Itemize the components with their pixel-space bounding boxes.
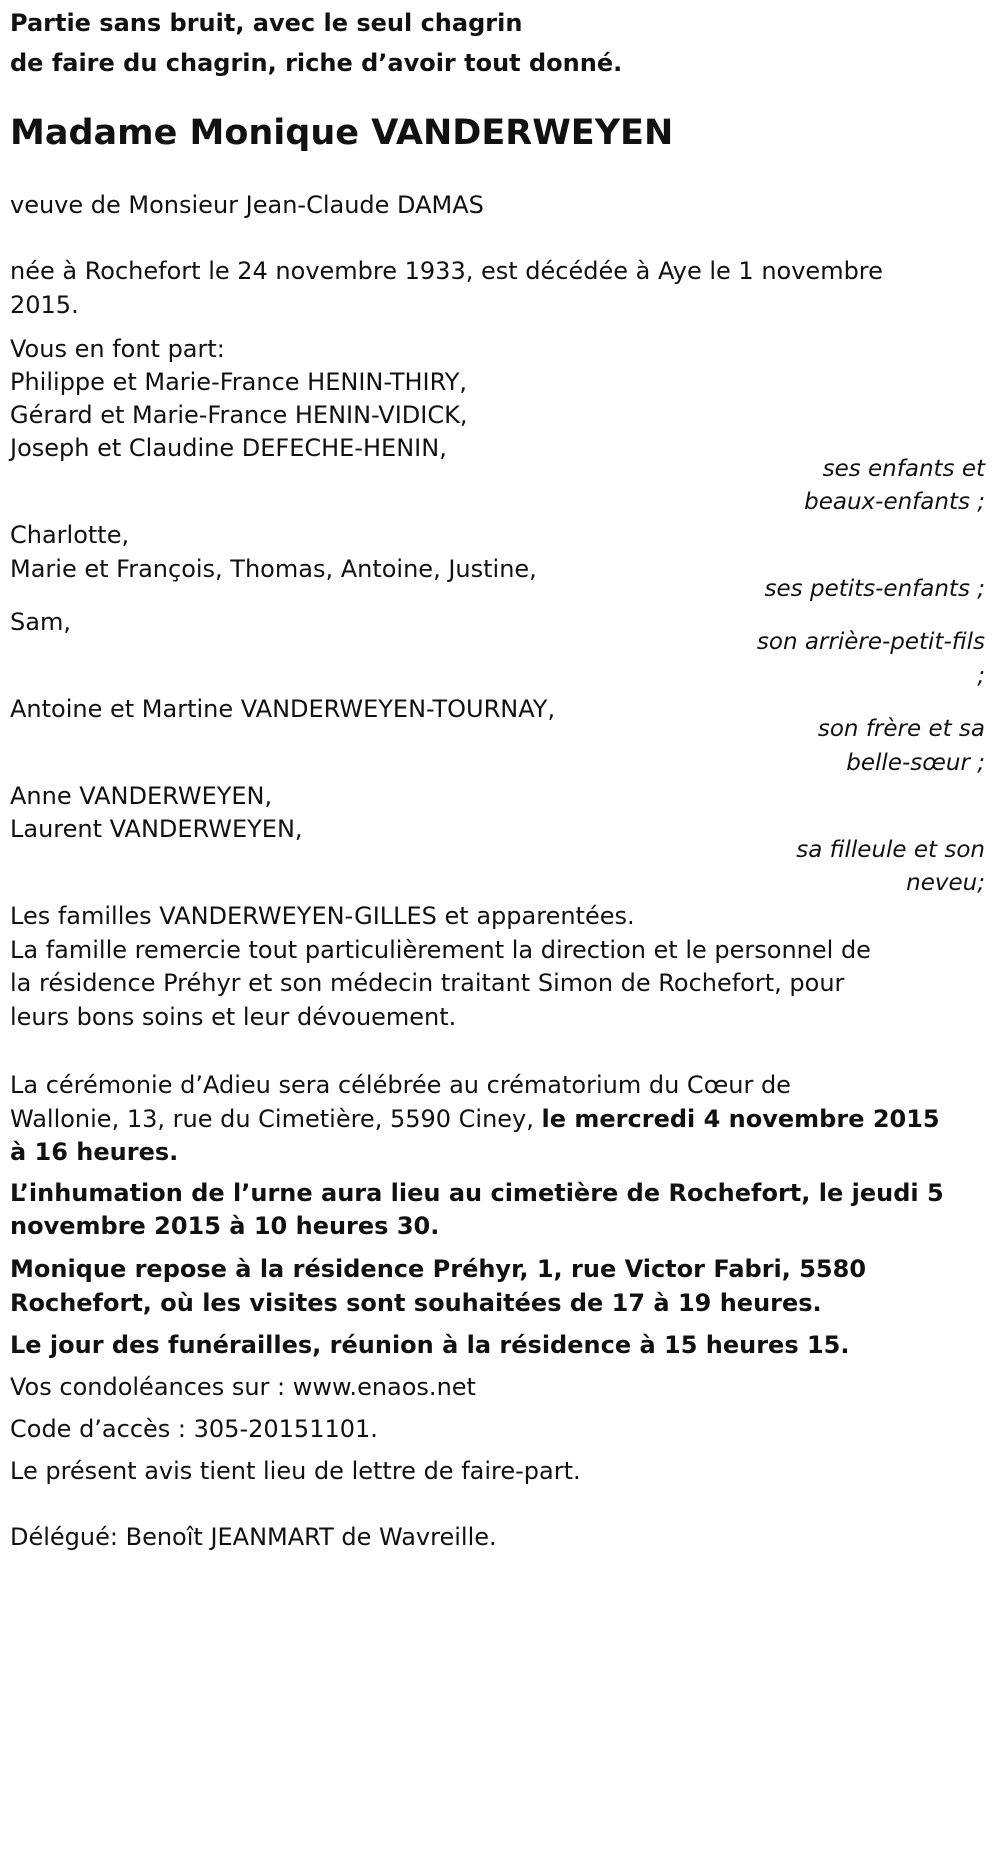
burial-line: novembre 2015 à 10 heures 30. [10, 1212, 440, 1240]
children-role: beaux-enfants ; [804, 489, 985, 515]
great-grandchild-line: Sam, [10, 608, 71, 636]
grandchild-line: Charlotte, [10, 521, 130, 549]
children-role: ses enfants et [822, 456, 985, 482]
child-line: Philippe et Marie-France HENIN-THIRY, [10, 368, 468, 396]
siblings-role: son frère et sa [817, 716, 985, 742]
delegate-line: Délégué: Benoît JEANMART de Wavreille. [10, 1523, 497, 1551]
birth-death-line-2: 2015. [10, 291, 79, 319]
condolences-line: Vos condoléances sur : www.enaos.net [10, 1373, 476, 1401]
burial-line: L’inhumation de l’urne aura lieu au cimetière de Rochefort, le jeudi 5 [10, 1179, 944, 1207]
families-line: Les familles VANDERWEYEN-GILLES et apparentées. [10, 902, 635, 930]
ceremony-date: le mercredi 4 novembre 2015 [541, 1105, 940, 1133]
grandchild-line: Marie et François, Thomas, Antoine, Justine, [10, 555, 537, 583]
ceremony-time: à 16 heures. [10, 1138, 179, 1166]
ceremony-place: Wallonie, 13, rue du Cimetière, 5590 Ciney, [10, 1105, 534, 1133]
widow-of: veuve de Monsieur Jean-Claude DAMAS [10, 191, 484, 219]
great-grandchild-role: son arrière-petit-fils [756, 629, 985, 655]
rest-line: Rochefort, où les visites sont souhaitées de 17 à 19 heures. [10, 1289, 822, 1317]
godchild-line: Laurent VANDERWEYEN, [10, 815, 303, 843]
siblings-role: belle-sœur ; [846, 750, 985, 776]
grandchildren-role: ses petits-enfants ; [764, 576, 985, 602]
thanks-line: La famille remercie tout particulièrement la direction et le personnel de [10, 936, 871, 964]
child-line: Gérard et Marie-France HENIN-VIDICK, [10, 401, 468, 429]
siblings-line: Antoine et Martine VANDERWEYEN-TOURNAY, [10, 695, 556, 723]
ceremony-line-1: La cérémonie d’Adieu sera célébrée au crématorium du Cœur de [10, 1071, 791, 1099]
epitaph-line-1: Partie sans bruit, avec le seul chagrin [10, 9, 523, 37]
thanks-line: la résidence Préhyr et son médecin traitant Simon de Rochefort, pour [10, 969, 845, 997]
ceremony-line-2 [10, 1104, 940, 1134]
rest-line: Monique repose à la résidence Préhyr, 1, rue Victor Fabri, 5580 [10, 1255, 867, 1283]
access-code-line: Code d’accès : 305-20151101. [10, 1415, 378, 1443]
thanks-line: leurs bons soins et leur dévouement. [10, 1003, 457, 1031]
godchildren-role: sa filleule et son [796, 837, 985, 863]
notice-line: Le présent avis tient lieu de lettre de faire-part. [10, 1457, 581, 1485]
great-grandchild-role: ; [977, 663, 985, 689]
godchildren-role: neveu; [906, 870, 985, 896]
meeting-line: Le jour des funérailles, réunion à la résidence à 15 heures 15. [10, 1331, 850, 1359]
child-line: Joseph et Claudine DEFECHE-HENIN, [10, 434, 447, 462]
godchild-line: Anne VANDERWEYEN, [10, 782, 273, 810]
birth-death-line-1: née à Rochefort le 24 novembre 1933, est décédée à Aye le 1 novembre [10, 257, 883, 285]
deceased-name: Madame Monique VANDERWEYEN [10, 113, 674, 153]
announcers-intro: Vous en font part: [10, 335, 225, 363]
epitaph-line-2: de faire du chagrin, riche d’avoir tout donné. [10, 49, 623, 77]
